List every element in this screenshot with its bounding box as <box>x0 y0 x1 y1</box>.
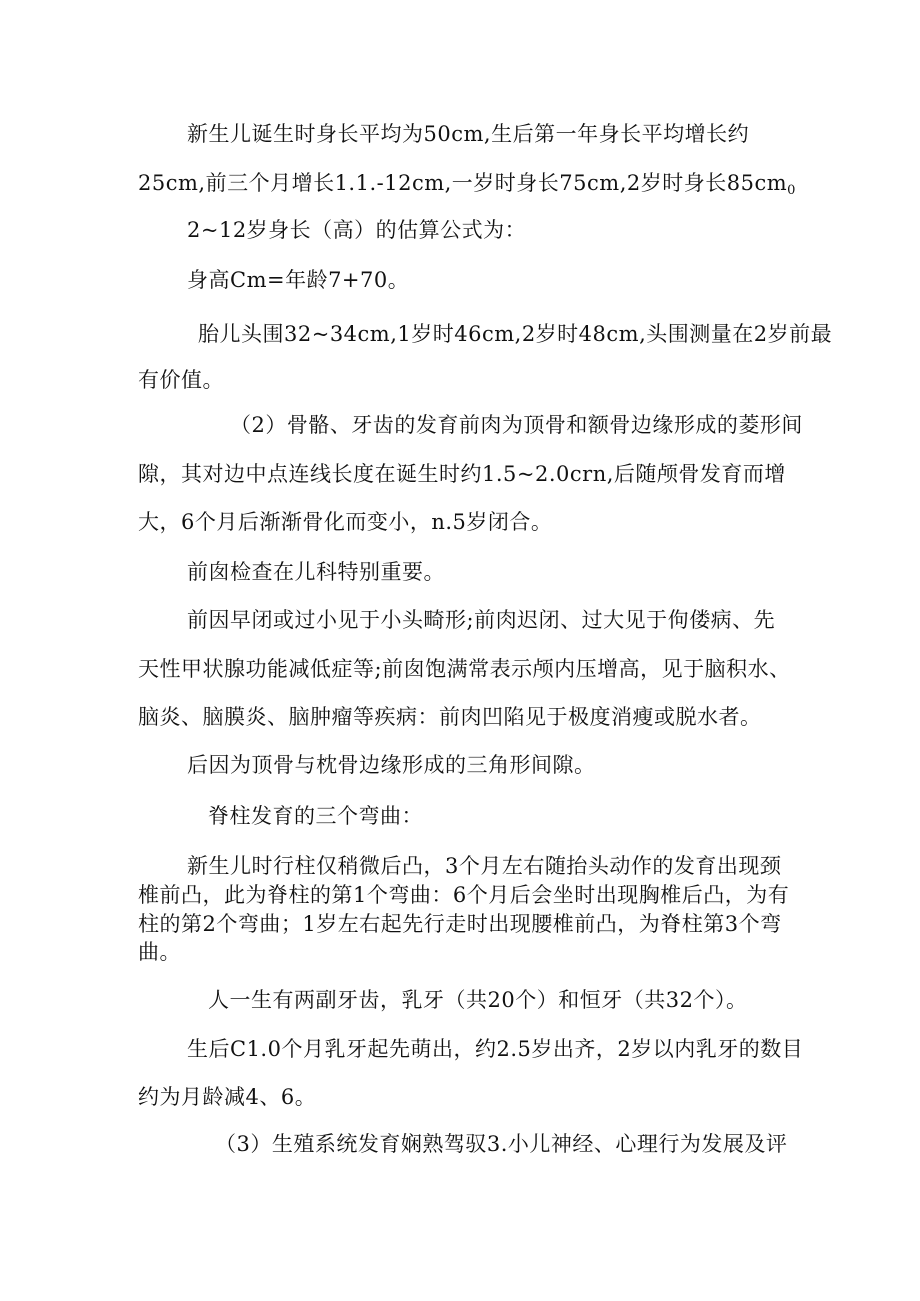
text-line: 胎儿头围32~34cm,1岁时46cm,2岁时48cm,头围测量在2岁前最 <box>198 322 833 346</box>
text-line: 后因为顶骨与枕骨边缘形成的三角形间隙。 <box>187 753 596 777</box>
text-line: 有价值。 <box>138 368 224 392</box>
text-line: 2~12岁身长（高）的估算公式为： <box>187 218 527 242</box>
text-line: 身高Cm=年龄7+70。 <box>187 268 410 292</box>
text-line: 大，6个月后渐渐骨化而变小，n.5岁闭合。 <box>138 510 553 534</box>
text-line-suffix: 0 <box>787 183 796 198</box>
text-line: 新生儿时行柱仅稍微后凸，3个月左右随抬头动作的发育出现颈 <box>187 854 782 878</box>
text-line: 脑炎、脑膜炎、脑肿瘤等疾病：前肉凹陷见于极度消瘦或脱水者。 <box>138 705 762 729</box>
text-line: 天性甲状腺功能减低症等;前囱饱满常表示颅内压增高，见于脑积水、 <box>138 657 791 681</box>
text-line: 前因早闭或过小见于小头畸形;前肉迟闭、过大见于佝偻病、先 <box>187 608 776 632</box>
text-line: （3）生殖系统发育娴熟驾驭3.小儿神经、心理行为发展及评 <box>215 1132 788 1156</box>
text-line: 前囱检查在儿科特别重要。 <box>187 560 445 584</box>
text-line: 隙，其对边中点连线长度在诞生时约1.5~2.0crn,后随颅骨发育而增 <box>138 462 786 486</box>
text-line <box>138 169 796 205</box>
text-line-main: 25cm,前三个月增长1.1.-12cm,一岁时身长75cm,2岁时身长85cm <box>138 171 788 195</box>
text-line: 脊柱发育的三个弯曲： <box>208 804 423 828</box>
text-line: 椎前凸，此为脊柱的第1个弯曲：6个月后会坐时出现胸椎后凸，为有 <box>138 883 790 907</box>
text-line: 新生儿诞生时身长平均为50cm,生后第一年身长平均增长约 <box>187 122 750 146</box>
text-line: （2）骨骼、牙齿的发育前肉为顶骨和额骨边缘形成的菱形间 <box>230 413 803 437</box>
text-line: 生后C1.0个月乳牙起先萌出，约2.5岁出齐，2岁以内乳牙的数目 <box>187 1037 804 1061</box>
text-line: 柱的第2个弯曲；1岁左右起先行走时出现腰椎前凸，为脊柱第3个弯 <box>138 912 782 936</box>
text-line: 约为月龄减4、6。 <box>138 1085 317 1109</box>
text-line: 曲。 <box>138 940 181 964</box>
text-line: 人一生有两副牙齿，乳牙（共20个）和恒牙（共32个）。 <box>208 988 748 1012</box>
